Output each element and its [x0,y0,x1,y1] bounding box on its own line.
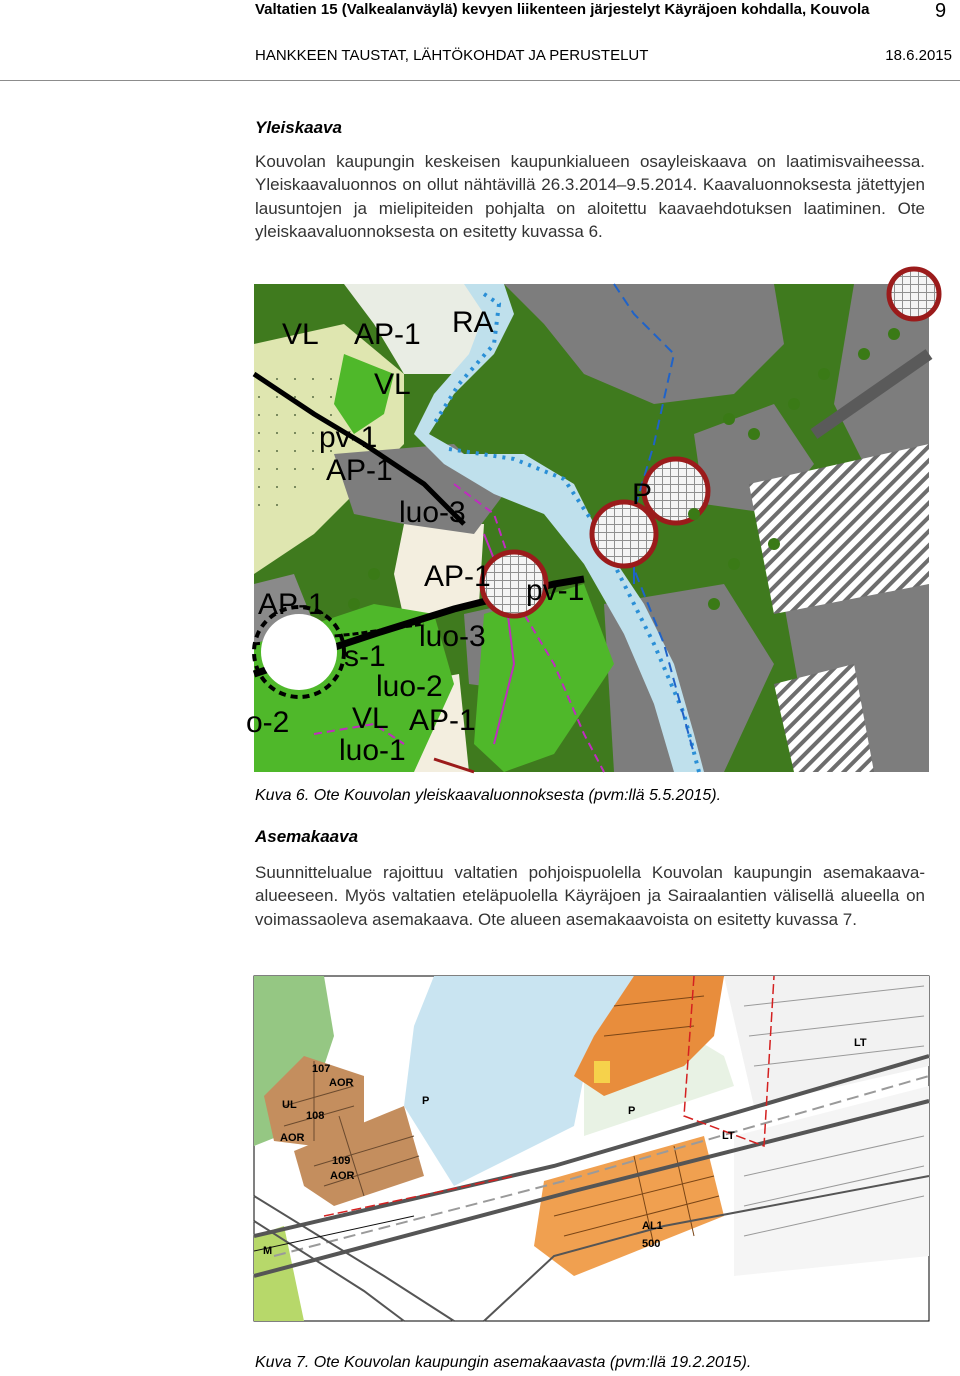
label-vl: VL [282,318,319,351]
label-aor: AOR [280,1132,305,1144]
general-plan-map [246,284,929,772]
paragraph-yleiskaava: Kouvolan kaupungin keskeisen kaupunkialueen osayleiskaava on laatimisvaiheessa. Yleiskaavaluonnos on ollut nähtävillä 26.3.2014–9.5.2014. Kaavaluonnoksesta jätettyjen lausuntojen ja mielipiteiden pohjalta on aloitettu kaavaehdotuksen laatiminen. Ote yleiskaavaluonnoksesta on esitetty kuvassa 6. [255,152,925,241]
label-aor: AOR [329,1077,354,1089]
label-vl: VL [374,368,411,401]
label-luo3: luo-3 [419,620,486,653]
label-ap1: AP-1 [258,588,325,621]
header-divider [0,80,960,81]
label-luo1: luo-1 [339,734,406,767]
label-block-108: 108 [306,1110,325,1122]
label-pv1: pv-1 [526,574,585,607]
label-pv1: pv-1 [319,421,378,454]
section-subtitle: HANKKEEN TAUSTAT, LÄHTÖKOHDAT JA PERUSTELUT [255,47,649,64]
detailed-plan-map [254,976,929,1321]
label-lt: LT [722,1130,735,1142]
label-m: M [263,1245,273,1257]
label-luo3: luo-3 [399,496,466,529]
label-ap1: AP-1 [424,560,491,593]
label-ap1: AP-1 [326,454,393,487]
figure-7-caption: Kuva 7. Ote Kouvolan kaupungin asemakaavasta (pvm:llä 19.2.2015). [255,1354,752,1371]
label-vl: VL [352,702,389,735]
label-500: 500 [642,1238,661,1250]
label-p-road: P [628,1105,636,1117]
label-luo2: luo-2 [376,670,443,703]
label-o2: o-2 [246,706,290,739]
heading-asemakaava: Asemakaava [255,827,359,846]
label-ap1: AP-1 [354,318,421,351]
label-s1: s-1 [344,640,386,673]
label-lt: LT [854,1037,867,1049]
document-date: 18.6.2015 [885,47,952,64]
label-ap1: AP-1 [409,704,476,737]
label-aor: AOR [330,1170,355,1182]
heading-yleiskaava: Yleiskaava [255,118,342,137]
label-block-107: 107 [312,1063,331,1075]
label-block-109: 109 [332,1155,351,1167]
document-title: Valtatien 15 (Valkealanväylä) kevyen liikenteen järjestelyt Käyräjoen kohdalla, Kouvola [255,1,870,18]
label-p: P [632,478,653,511]
label-p-water: P [422,1095,430,1107]
label-ra: RA [452,306,494,339]
figure-6-caption: Kuva 6. Ote Kouvolan yleiskaavaluonnoksesta (pvm:llä 5.5.2015). [255,787,722,804]
label-al1: AL1 [642,1220,663,1232]
page-number: 9 [935,0,947,22]
paragraph-asemakaava: Suunnittelualue rajoittuu valtatien pohjoispuolella Kouvolan kaupungin asemakaava-alueeseen. Myös valtatien eteläpuolella Käyräjoen ja Sairaalantien välisellä alueella on voimassaoleva asemakaava. Ote alueen asemakaavoista on esitetty kuvassa 7. [255,863,925,929]
label-ul: UL [282,1099,297,1111]
